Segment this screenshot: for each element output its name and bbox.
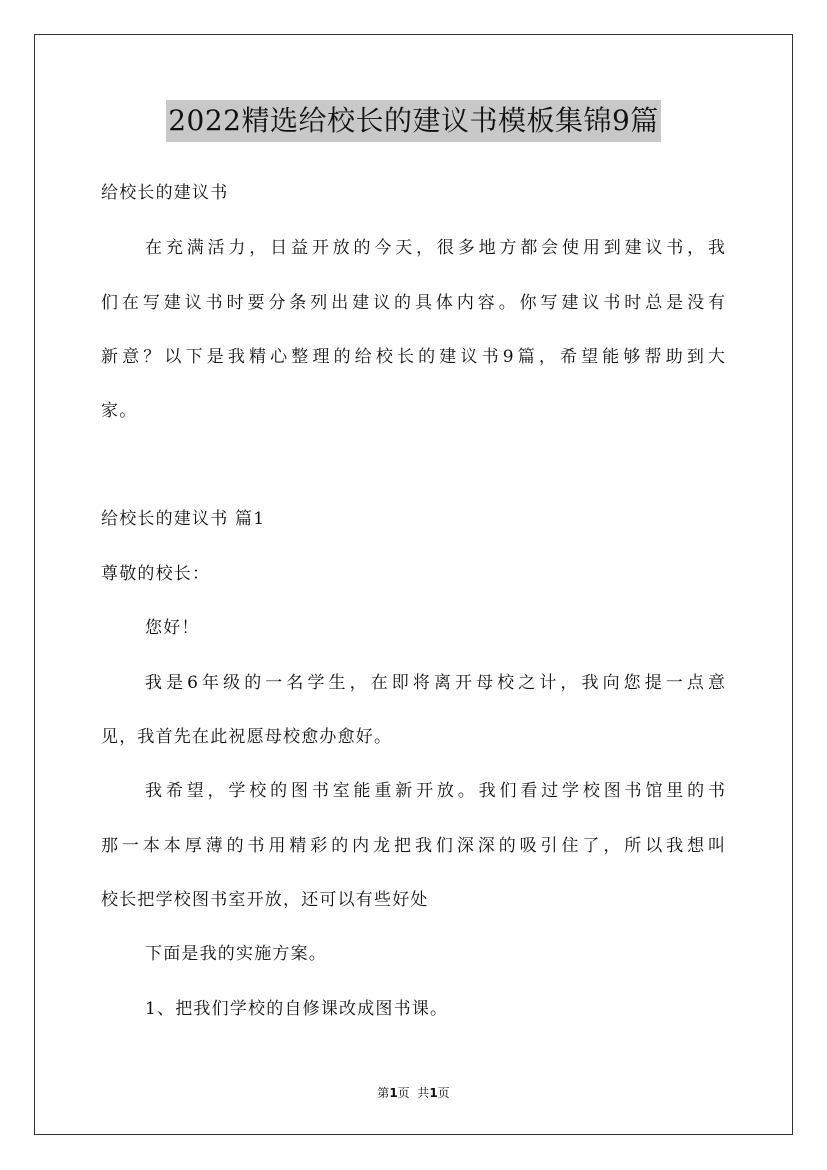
- page-number: 1: [389, 1086, 398, 1100]
- intro-line: 新意？以下是我精心整理的给校长的建议书9篇，希望能够帮助到大: [101, 347, 725, 367]
- footer-text: 页: [437, 1086, 450, 1100]
- intro-line: 在充满活力，日益开放的今天，很多地方都会使用到建议书，我: [145, 238, 725, 258]
- paragraph-line: 我是6年级的一名学生，在即将离开母校之计，我向您提一点意: [145, 673, 725, 693]
- footer-text: 页 共: [397, 1086, 430, 1100]
- salutation: 尊敬的校长：: [101, 564, 211, 584]
- paragraph-line: 那一本本厚薄的书用精彩的内龙把我们深深的吸引住了，所以我想叫: [101, 836, 725, 856]
- title-container: [0, 100, 827, 142]
- paragraph-line: 见，我首先在此祝愿母校愈办愈好。: [101, 727, 393, 747]
- doc-heading: 给校长的建议书: [101, 183, 229, 203]
- paragraph-line: 校长把学校图书室开放，还可以有些好处: [101, 890, 429, 910]
- intro-line: 们在写建议书时要分条列出建议的具体内容。你写建议书时总是没有: [101, 293, 725, 313]
- intro-line: 家。: [101, 401, 138, 421]
- paragraph-line: 我希望，学校的图书室能重新开放。我们看过学校图书馆里的书: [145, 781, 725, 801]
- page-total: 1: [429, 1086, 438, 1100]
- greeting: 您好！: [145, 618, 200, 638]
- document-title: 2022精选给校长的建议书模板集锦9篇: [166, 100, 661, 142]
- paragraph-line: 1、把我们学校的自修课改成图书课。: [145, 999, 449, 1019]
- paragraph-line: 下面是我的实施方案。: [145, 944, 327, 964]
- footer-text: 第: [377, 1086, 390, 1100]
- section-heading: 给校长的建议书 篇1: [101, 509, 266, 529]
- page-footer: [0, 1084, 827, 1102]
